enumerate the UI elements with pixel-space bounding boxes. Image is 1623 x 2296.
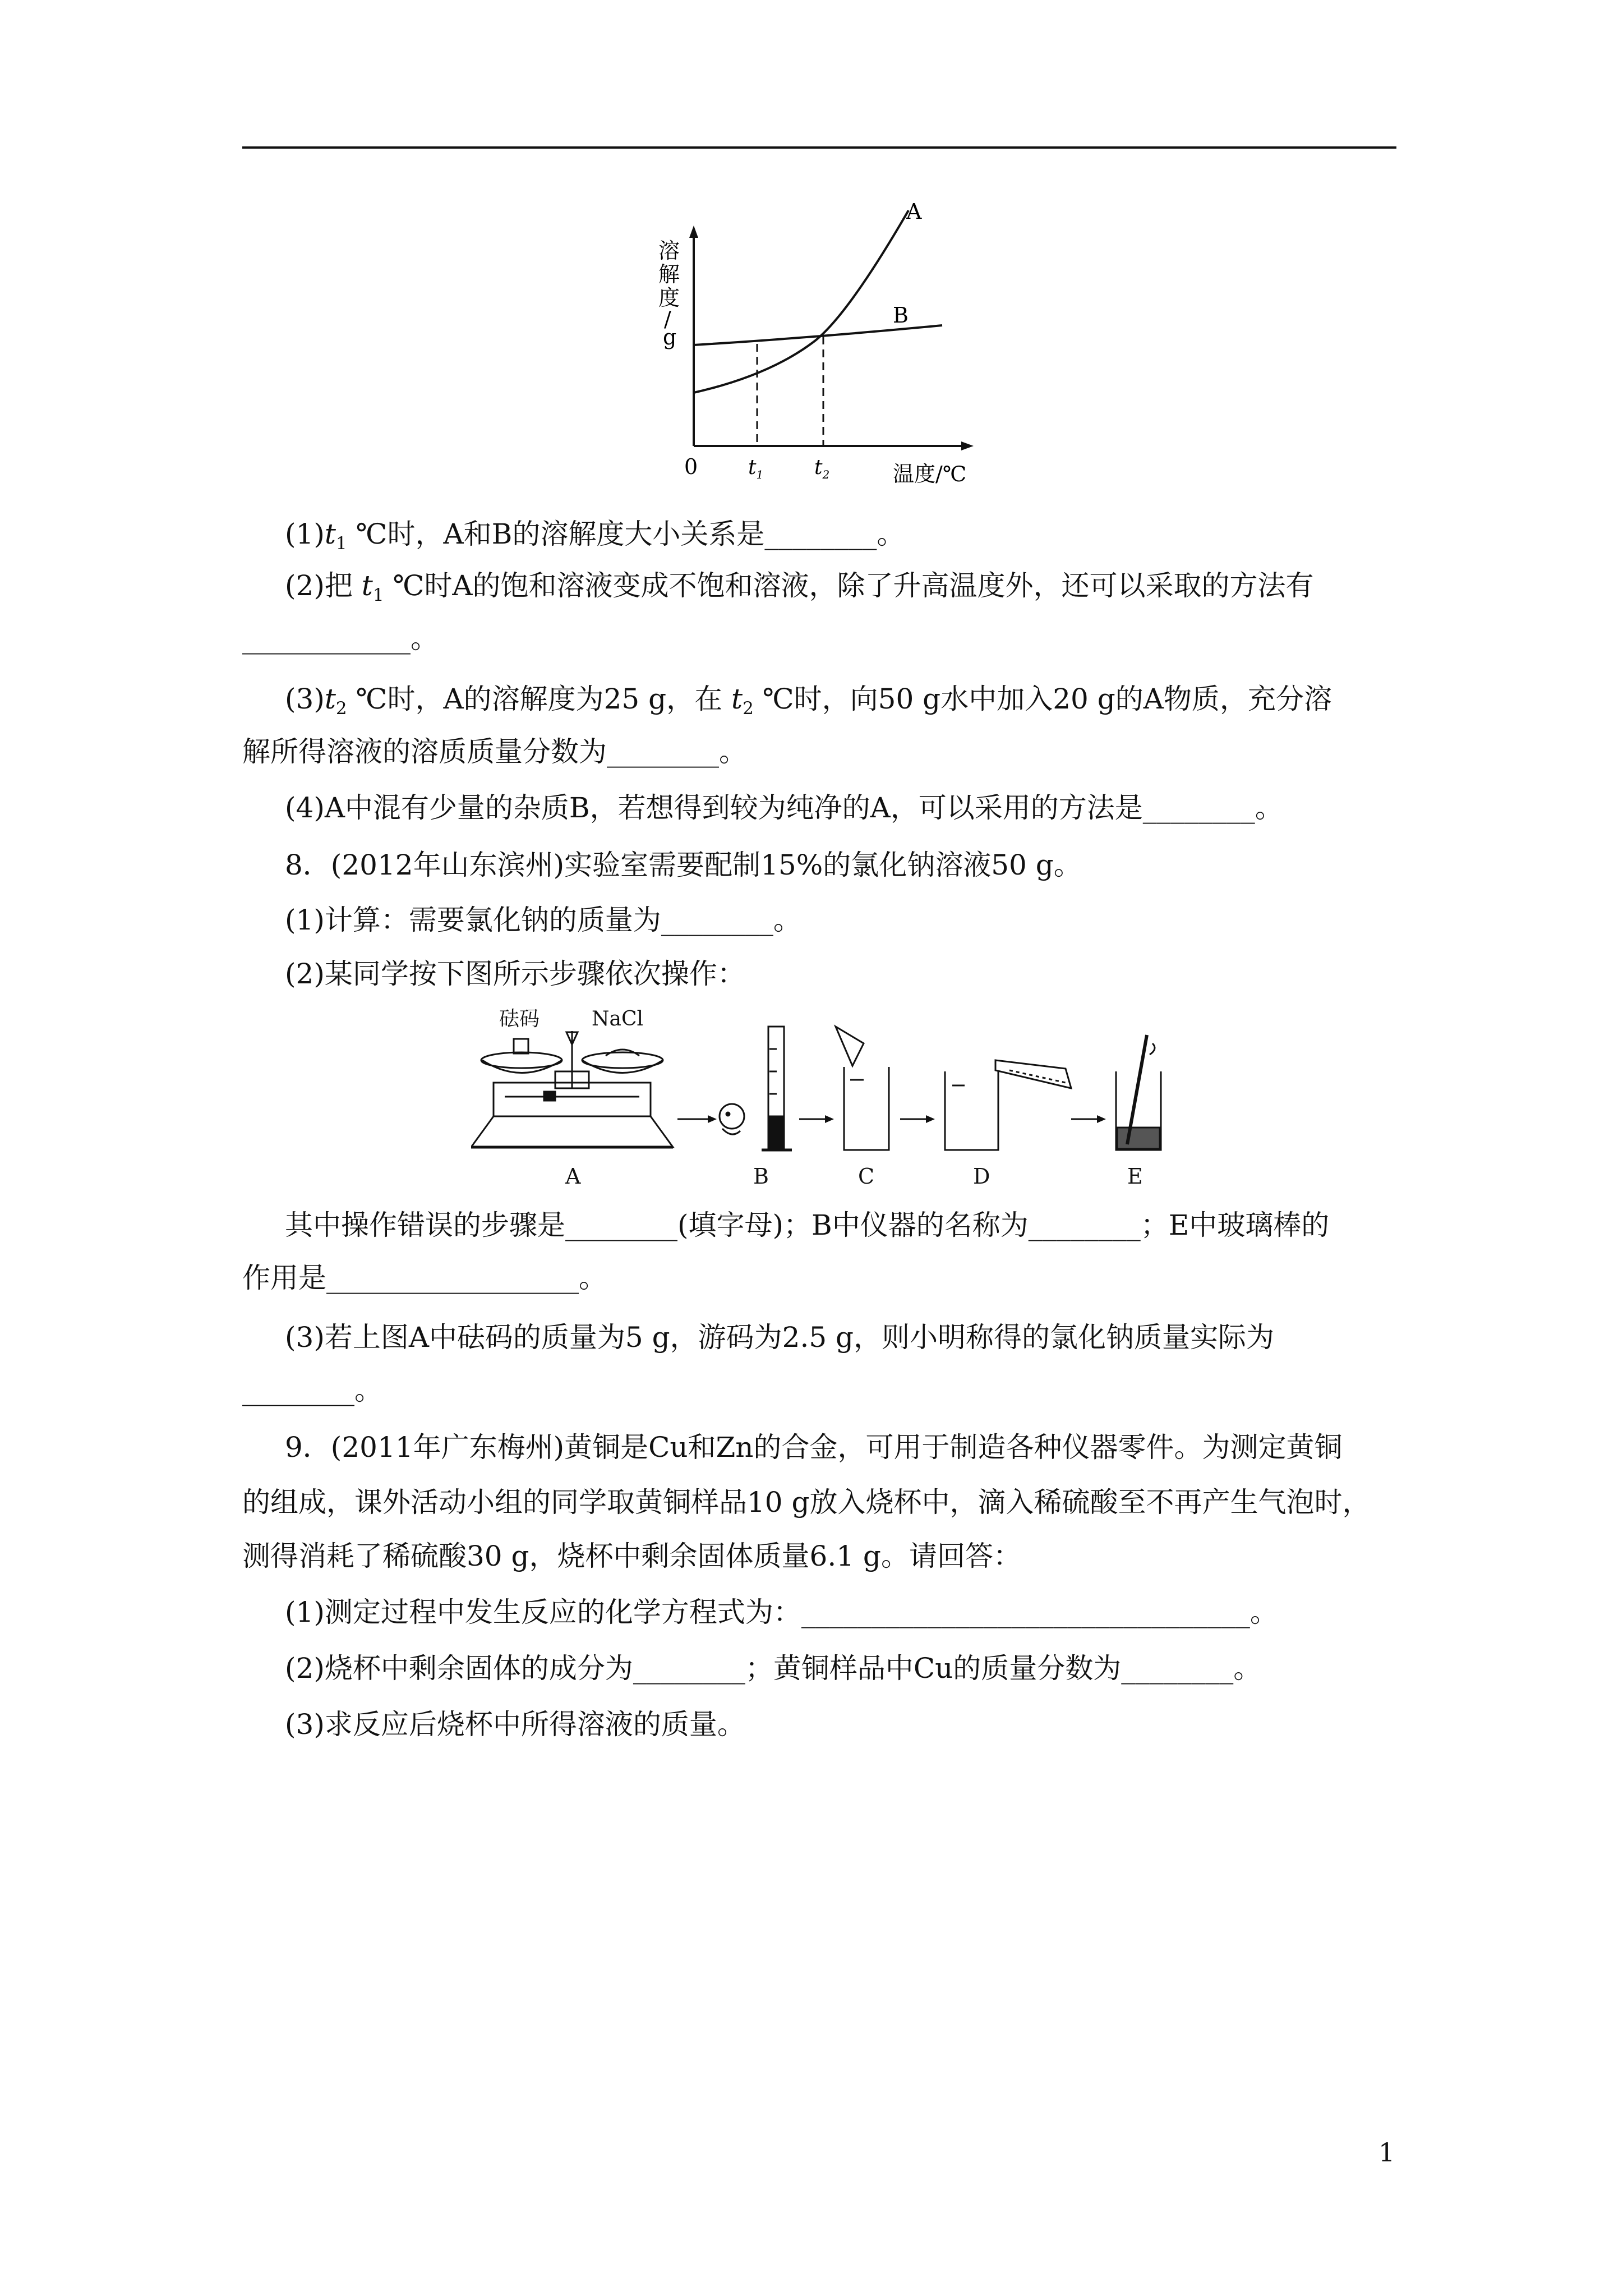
reading-cylinder <box>720 1027 792 1150</box>
arrow-c-d-head <box>926 1115 935 1123</box>
q9-title: 9．(2011年广东梅州)黄铜是Cu和Zn的合金，可用于制造各种仪器零件。为测定黄铜 <box>285 1431 1343 1464</box>
y-label-char: 溶 <box>658 238 680 263</box>
page-number: 1 <box>1378 2137 1395 2168</box>
q7-part3: $(3)t_2$ ℃时，A的溶解度为25 g，在 $t_2$ ℃时，向50 g水中加入20 g的A物质，充分溶 <box>285 683 1332 719</box>
q8-part2-question-cont: 作用是__________________。 <box>242 1262 607 1294</box>
t1-label: $t_1$ <box>748 456 764 481</box>
q8-part3-cont: ________。 <box>242 1374 382 1406</box>
arrow-d-e-head <box>1097 1115 1106 1123</box>
header-rule <box>242 146 1396 149</box>
beaker-d <box>945 1060 1071 1150</box>
q7-part2-cont: ____________。 <box>242 622 439 655</box>
step-d-label: D <box>973 1164 990 1189</box>
q8-part2-question: 其中操作错误的步骤是________(填字母)；B中仪器的名称为________；E中玻璃棒的 <box>285 1209 1330 1241</box>
step-b-label: B <box>753 1164 769 1189</box>
experiment-figure <box>471 1004 1223 1195</box>
curve-a <box>694 210 909 393</box>
arrow-b-c-head <box>825 1115 834 1123</box>
q9-title-line3: 测得消耗了稀硫酸30 g，烧杯中剩余固体质量6.1 g。请回答： <box>242 1540 1021 1572</box>
q7-part1: $(1)t_1$ ℃时，A和B的溶解度大小关系是________。 <box>285 518 905 554</box>
arrow-a-b-head <box>708 1115 717 1123</box>
nacl-label: NaCl <box>592 1007 644 1030</box>
beaker-e <box>1116 1035 1161 1150</box>
curve-b-label: B <box>893 303 909 328</box>
q8-part3: (3)若上图A中砝码的质量为5 g，游码为2.5 g，则小明称得的氯化钠质量实际为 <box>285 1321 1275 1354</box>
weight-label: 砝码 <box>499 1007 540 1030</box>
step-c-label: C <box>858 1164 875 1189</box>
t2-label: $t_2$ <box>814 456 830 481</box>
step-a-label: A <box>565 1164 581 1189</box>
q9-part1: (1)测定过程中发生反应的化学方程式为：________________________________。 <box>285 1596 1278 1628</box>
origin-label: 0 <box>684 454 698 479</box>
q8-title: 8．(2012年山东滨州)实验室需要配制15%的氯化钠溶液50 g。 <box>285 849 1082 881</box>
beaker-c <box>836 1027 889 1150</box>
curve-a-label: A <box>906 199 922 224</box>
q7-part3-cont: 解所得溶液的溶质质量分数为________。 <box>242 735 747 768</box>
y-axis-arrow <box>689 226 698 238</box>
q9-part2: (2)烧杯中剩余固体的成分为________；黄铜样品中Cu的质量分数为________。 <box>285 1652 1262 1685</box>
q7-part4: (4)A中混有少量的杂质B，若想得到较为纯净的A，可以采用的方法是________。 <box>285 792 1283 824</box>
q9-title-line2: 的组成，课外活动小组的同学取黄铜样品10 g放入烧杯中，滴入稀硫酸至不再产生气泡时， <box>242 1486 1371 1519</box>
x-axis-label: 温度/℃ <box>893 462 967 486</box>
y-label-char: 度 <box>658 286 680 310</box>
q7-part2: (2)把 $t_1$ ℃时A的饱和溶液变成不饱和溶液，除了升高温度外，还可以采取的方法有 <box>285 569 1314 605</box>
y-label-char: g <box>663 325 677 349</box>
curve-b <box>694 325 942 345</box>
y-label-char: / <box>664 307 671 332</box>
balance-scale <box>471 1007 673 1147</box>
q9-part3: (3)求反应后烧杯中所得溶液的质量。 <box>285 1708 745 1741</box>
q8-part2: (2)某同学按下图所示步骤依次操作： <box>285 958 745 990</box>
step-e-label: E <box>1127 1164 1143 1189</box>
graph-y-label <box>658 238 680 349</box>
x-axis-arrow <box>961 441 974 450</box>
solubility-graph <box>645 191 993 505</box>
q8-part1: (1)计算：需要氯化钠的质量为________。 <box>285 904 801 936</box>
y-label-char: 解 <box>658 262 680 287</box>
